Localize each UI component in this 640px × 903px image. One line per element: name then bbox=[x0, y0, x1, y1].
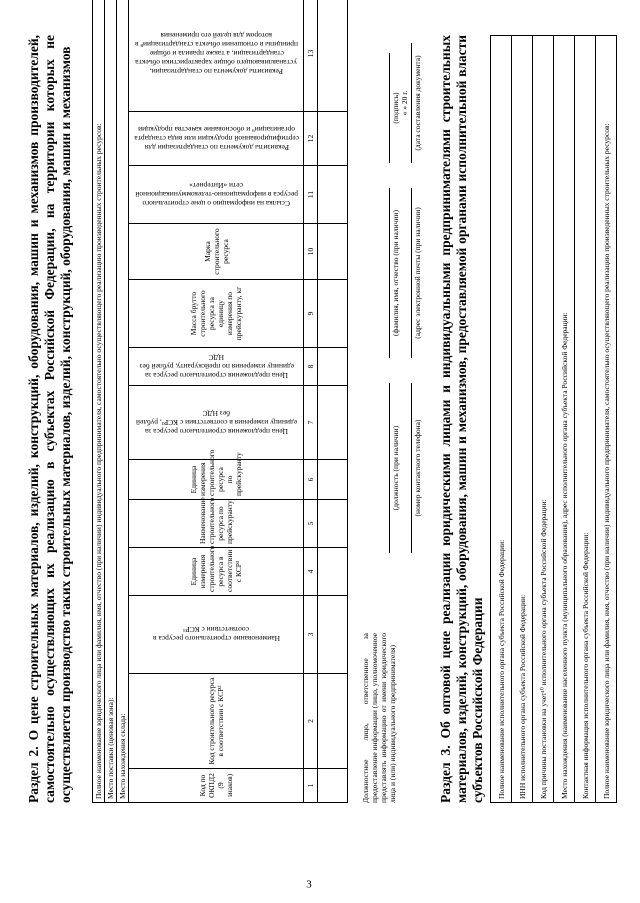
empty-cell bbox=[318, 674, 348, 769]
s3-row-address: Место нахождения (наименование населенного пункта (муниципального образования), адрес исполнительного органа субъекта Российской Федерации: bbox=[554, 36, 575, 803]
col-index: 2 bbox=[304, 674, 318, 769]
date-line: « » 20 г. bbox=[400, 90, 409, 116]
col-index: 5 bbox=[304, 500, 318, 548]
phone-caption: (номер контактного телефона) bbox=[413, 419, 422, 517]
col-header-9: Масса брутто строительного ресурса за единицу измерения по прейскуранту, кг bbox=[129, 280, 304, 348]
col-header-3-text: Наименование строительного ресурса в соответствии с КСР³ bbox=[152, 625, 280, 644]
col-header-13 bbox=[129, 0, 304, 112]
empty-cell bbox=[318, 224, 348, 280]
col-index: 8 bbox=[304, 348, 318, 386]
page-number: 3 bbox=[306, 878, 312, 891]
empty-cell bbox=[318, 0, 348, 112]
empty-cell bbox=[318, 596, 348, 674]
phone-line bbox=[411, 383, 412, 553]
position-line bbox=[389, 383, 390, 553]
col-index: 9 bbox=[304, 280, 318, 348]
col-header-12 bbox=[129, 112, 304, 166]
col-header-6: Единица измерения строительного ресурса по прейскуранту bbox=[129, 460, 304, 500]
col-index: 7 bbox=[304, 386, 318, 460]
section2-table bbox=[92, 0, 348, 803]
col-header-13-text: Реквизиты документа по стандартизации, устанавливающего общие характеристики объекта стандартизации, а также правила и общие принципы в отношении объекта стандартизации⁸ в котором для целей его применения bbox=[134, 31, 298, 76]
empty-cell bbox=[318, 548, 348, 596]
table-row bbox=[93, 0, 105, 803]
empty-cell bbox=[318, 386, 348, 460]
table-row bbox=[105, 0, 117, 803]
col-index: 10 bbox=[304, 224, 318, 280]
col-header-12-text: Реквизиты документа по стандартизации для сертифицированной продукции или вида стандарта организации⁹ и обоснование качества продукции bbox=[133, 125, 299, 152]
col-header-10: Марка строительного ресурса bbox=[129, 224, 304, 280]
email-caption: (адрес электронной почты (при наличии) bbox=[413, 207, 422, 339]
name-caption: (фамилия, имя, отчество (при наличии) bbox=[391, 210, 400, 336]
table-row bbox=[554, 36, 575, 803]
col-index: 12 bbox=[304, 112, 318, 166]
table-row bbox=[117, 0, 129, 803]
table-row bbox=[575, 36, 596, 803]
signature-line bbox=[389, 53, 390, 163]
col-header-8-text: Цена предложения строительного ресурса за единицу измерения по прейскуранту, рублей без НДС bbox=[138, 353, 294, 380]
col-header-2: Код строительного ресурса в соответствии с КСР³ bbox=[129, 674, 304, 769]
date-underline bbox=[411, 43, 412, 163]
table-row bbox=[533, 36, 554, 803]
table-row bbox=[596, 36, 617, 803]
official-description: Должностное лицо, ответственное за предоставление информации (лицо, уполномоченное представлять информацию от имени юридического лица и (или) индивидуального предпринимателя) bbox=[361, 633, 397, 803]
date-caption: (дата составления документа) bbox=[413, 55, 422, 151]
empty-cell bbox=[318, 280, 348, 348]
col-index: 1 bbox=[304, 769, 318, 803]
empty-cell bbox=[318, 460, 348, 500]
s3-row-name: Полное наименование исполнительного органа субъекта Российской Федерации: bbox=[491, 36, 512, 803]
empty-cell bbox=[318, 769, 348, 803]
name-line bbox=[389, 188, 390, 358]
col-header-4: Единица измерения строительного ресурса в соответствии с КСР³ bbox=[129, 548, 304, 596]
col-header-7-text: Цена предложения строительного ресурса за единицу измерения в соответствии с КСР³, рублей без НДС bbox=[135, 409, 297, 436]
table-row bbox=[491, 36, 512, 803]
section3-title: Раздел 3. Об оптовой цене реализации юридическими лицами и индивидуальными предпринимателями строительных материалов, изделий, конструкций, оборудования, машин и механизмов, предоставляемой органами исполнительной власти субъектов Российской Федерации bbox=[438, 35, 485, 803]
col-index: 11 bbox=[304, 166, 318, 224]
s3-row-inn: ИНН исполнительного органа субъекта Российской Федерации: bbox=[512, 36, 533, 803]
col-header-7 bbox=[129, 386, 304, 460]
empty-cell bbox=[318, 166, 348, 224]
s3-row-entity: Полное наименование юридического лица или фамилия, имя, отчество (при наличии) индивидуального предпринимателя, самостоятельно осуществляющего реализацию произведенных строительных ресурсов: bbox=[596, 36, 617, 803]
section3-table bbox=[490, 35, 617, 803]
col-header-8 bbox=[129, 348, 304, 386]
col-header-11-text: Ссылка на информацию о цене строительного ресурса в информационно-телекоммуникационной сети «Интернет» bbox=[134, 181, 298, 208]
signature-caption: (подпись) bbox=[391, 92, 400, 124]
col-header-3 bbox=[129, 596, 304, 674]
s2-row-delivery: Место поставки (ценовая зона): bbox=[105, 0, 117, 803]
s3-row-contacts: Контактная информация исполнительного органа субъекта Российской Федерации: bbox=[575, 36, 596, 803]
empty-cell bbox=[318, 348, 348, 386]
section2-title: Раздел 2. О цене строительных материалов, изделий, конструкций, оборудования, машин и механизмов производителей, самостоятельно осуществляющих их реализацию в субъектах Российской Федерации, на территории которых не осуществляется производство таких строительных материалов, изделий, конструкций, оборудования, машин и механизмов bbox=[26, 35, 73, 803]
col-header-1: Код по ОКПД2 (9 знаков) bbox=[129, 769, 304, 803]
signature-block bbox=[361, 35, 431, 803]
s3-row-kpp: Код причины постановки на учет¹⁰ исполнительного органа субъекта Российской Федерации: bbox=[533, 36, 554, 803]
table-empty-row bbox=[318, 0, 348, 803]
table-row bbox=[512, 36, 533, 803]
table-index-row bbox=[304, 0, 318, 803]
position-caption: (должность (при наличии) bbox=[391, 425, 400, 511]
col-index: 6 bbox=[304, 460, 318, 500]
col-index: 4 bbox=[304, 548, 318, 596]
table-header-row bbox=[129, 0, 304, 803]
email-line bbox=[411, 188, 412, 358]
col-header-11 bbox=[129, 166, 304, 224]
empty-cell bbox=[318, 500, 348, 548]
col-index: 3 bbox=[304, 596, 318, 674]
s2-row-org: Полное наименование юридического лица или фамилия, имя, отчество (при наличии) индивидуального предпринимателя, самостоятельно осуществляющего реализацию произведенных строительных ресурсов: bbox=[93, 0, 105, 803]
col-index: 13 bbox=[304, 0, 318, 112]
s2-row-warehouse: Место нахождения склада: bbox=[117, 0, 129, 803]
empty-cell bbox=[318, 112, 348, 166]
col-header-5: Наименование строительного ресурса по прейскуранту bbox=[129, 500, 304, 548]
